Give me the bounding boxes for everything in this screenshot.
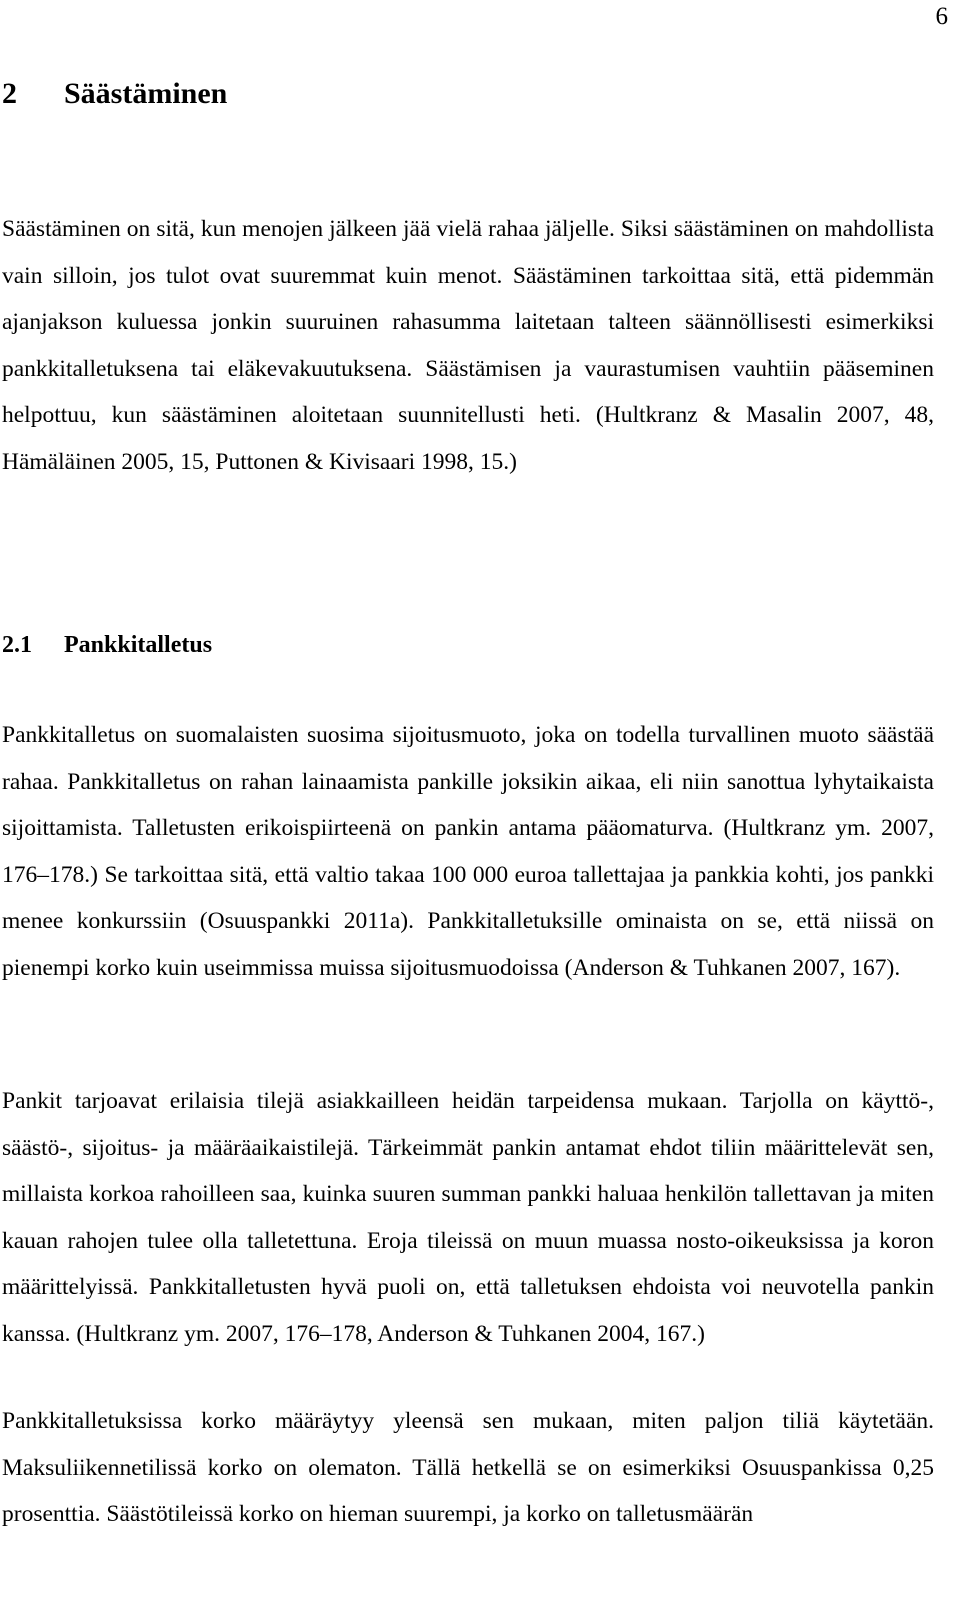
section-paragraph: Pankkitalletuksissa korko määräytyy yleensä sen mukaan, miten paljon tiliä käytetään. Maksuliikennetilissä korko on olematon. Tällä hetkellä se on esimerkiksi Osuuspankissa 0,25 prosenttia. Säästötileissä korko on hieman suurempi, ja korko on talletusmäärän: [2, 1408, 934, 1528]
section-title: Pankkitalletus: [64, 632, 213, 658]
page-number: 6: [935, 3, 948, 30]
chapter-number: 2: [2, 77, 17, 110]
section-paragraph: Pankkitalletus on suomalaisten suosima sijoitusmuoto, joka on todella turvallinen muoto säästää rahaa. Pankkitalletus on rahan lainaamista pankille joksikin aikaa, eli niin sanottua lyhytaikaista sijoittamista. Talletusten erikoispiirteenä on pankin antama pääomaturva. (Hultkranz ym. 2007, 176–178.) Se tarkoittaa sitä, että valtio takaa 100 000 euroa tallettajaa ja pankkia kohti, jos pankki menee konkurssiin (Osuuspankki 2011a). Pankkitalletuksille ominaista on se, että niissä on pienempi korko kuin useimmissa muissa sijoitusmuodoissa (Anderson & Tuhkanen 2007, 167).: [2, 722, 934, 981]
section-paragraph: Pankit tarjoavat erilaisia tilejä asiakkailleen heidän tarpeidensa mukaan. Tarjolla on käyttö-, säästö-, sijoitus- ja määräaikaistilejä. Tärkeimmät pankin antamat ehdot tiliin määrittelevät sen, millaista korkoa rahoilleen saa, kuinka suuren summan pankki haluaa henkilön tallettavan ja miten kauan rahojen tulee olla talletettuna. Eroja tileissä on muun muassa nosto-oikeuksissa ja koron määrittelyissä. Pankkitalletusten hyvä puoli on, että talletuksen ehdoista voi neuvotella pankin kanssa. (Hultkranz ym. 2007, 176–178, Anderson & Tuhkanen 2004, 167.): [2, 1088, 934, 1347]
chapter-title: Säästäminen: [64, 77, 228, 110]
section-number: 2.1: [2, 632, 32, 658]
chapter-heading: [2, 74, 227, 114]
section-heading: [2, 628, 212, 662]
intro-paragraph: Säästäminen on sitä, kun menojen jälkeen jää vielä rahaa jäljelle. Siksi säästäminen on mahdollista vain silloin, jos tulot ovat suuremmat kuin menot. Säästäminen tarkoittaa sitä, että pidemmän ajanjakson kuluessa jonkin suuruinen rahasumma laitetaan talteen säännöllisesti esimerkiksi pankkitalletuksena tai eläkevakuutuksena. Säästämisen ja vaurastumisen vauhtiin pääseminen helpottuu, kun säästäminen aloitetaan suunnitellusti heti. (Hultkranz & Masalin 2007, 48, Hämäläinen 2005, 15, Puttonen & Kivisaari 1998, 15.): [2, 216, 934, 475]
